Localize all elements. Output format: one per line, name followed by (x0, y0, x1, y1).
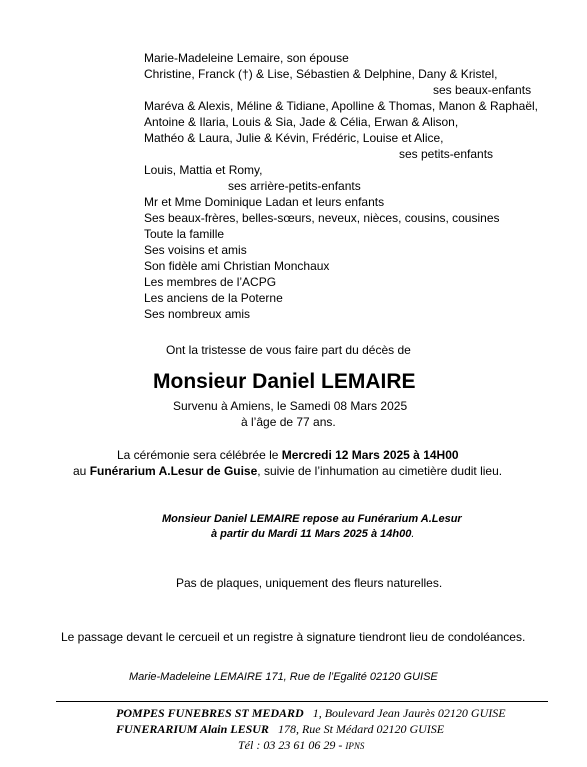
family-line-children-role: ses beaux-enfants (433, 83, 532, 97)
ceremony-intro: La cérémonie sera célébrée le (117, 448, 282, 462)
family-line-grandchildren-role: ses petits-enfants (399, 147, 494, 161)
funerarium-address: 178, Rue St Médard 02120 GUISE (268, 722, 445, 736)
death-place-date: Survenu à Amiens, le Samedi 08 Mars 2025 (173, 399, 408, 413)
announcement-text: Ont la tristesse de vous faire part du décès de (166, 343, 411, 357)
family-line-great-grandchildren: Louis, Mattia et Romy, (144, 163, 263, 177)
footer-line-1 (116, 706, 506, 720)
repose-line-1: Monsieur Daniel LEMAIRE repose au Funérarium A.Lesur (162, 513, 462, 525)
ceremony-line-2 (73, 464, 502, 478)
family-line-spouse: Marie-Madeleine Lemaire, son épouse (144, 51, 349, 65)
deceased-name: Monsieur Daniel LEMAIRE (153, 370, 416, 393)
ceremony-date: Mercredi 12 Mars 2025 à 14H00 (281, 448, 459, 462)
ceremony-at: au (73, 464, 90, 478)
funeral-home-name: POMPES FUNEBRES ST MEDARD (116, 706, 304, 720)
footer-phone: Tél : 03 23 61 06 29 - (238, 738, 346, 752)
funeral-home-address: 1, Boulevard Jean Jaurès 02120 GUISE (303, 706, 506, 720)
footer-divider (56, 701, 548, 702)
family-line-poterne: Les anciens de la Poterne (144, 291, 283, 305)
footer-line-2 (116, 722, 444, 736)
flowers-notice: Pas de plaques, uniquement des fleurs naturelles. (176, 576, 443, 590)
family-line-in-laws: Ses beaux-frères, belles-sœurs, neveux, nièces, cousins, cousines (144, 211, 500, 225)
family-line-grandchildren-3: Mathéo & Laura, Julie & Kévin, Frédéric, Louise et Alice, (144, 131, 444, 145)
repose-line-2: à partir du Mardi 11 Mars 2025 à 14h00. (211, 528, 415, 540)
age-line: à l’âge de 77 ans. (241, 415, 336, 429)
ceremony-burial: , suivie de l’inhumation au cimetière dudit lieu. (257, 464, 503, 478)
family-line-children: Christine, Franck (†) & Lise, Sébastien & Delphine, Dany & Kristel, (144, 67, 498, 81)
funerarium-name: FUNERARIUM Alain LESUR (116, 722, 269, 736)
footer-ipns: IPNS (345, 741, 365, 751)
family-line-grandchildren-1: Maréva & Alexis, Méline & Tidiane, Apolline & Thomas, Manon & Raphaël, (144, 99, 538, 113)
family-line-acpg: Les membres de l’ACPG (144, 275, 277, 289)
repose-time: à partir du Mardi 11 Mars 2025 à 14h00 (211, 528, 412, 540)
footer-line-3 (238, 738, 364, 753)
family-address: Marie-Madeleine LEMAIRE 171, Rue de l’Egalité 02120 GUISE (129, 671, 438, 683)
family-line-grandchildren-2: Antoine & Ilaria, Louis & Sia, Jade & Célia, Erwan & Alison, (144, 115, 459, 129)
ceremony-line-1 (117, 448, 459, 462)
family-line-whole-family: Toute la famille (144, 227, 225, 241)
family-line-friend: Son fidèle ami Christian Monchaux (144, 259, 330, 273)
family-line-ladan: Mr et Mme Dominique Ladan et leurs enfants (144, 195, 385, 209)
ceremony-place: Funérarium A.Lesur de Guise (89, 464, 258, 478)
family-line-friends: Ses nombreux amis (144, 307, 251, 321)
family-line-neighbours: Ses voisins et amis (144, 243, 247, 257)
family-line-great-grandchildren-role: ses arrière-petits-enfants (228, 179, 361, 193)
condolences-notice: Le passage devant le cercueil et un registre à signature tiendront lieu de condoléances. (61, 630, 526, 644)
